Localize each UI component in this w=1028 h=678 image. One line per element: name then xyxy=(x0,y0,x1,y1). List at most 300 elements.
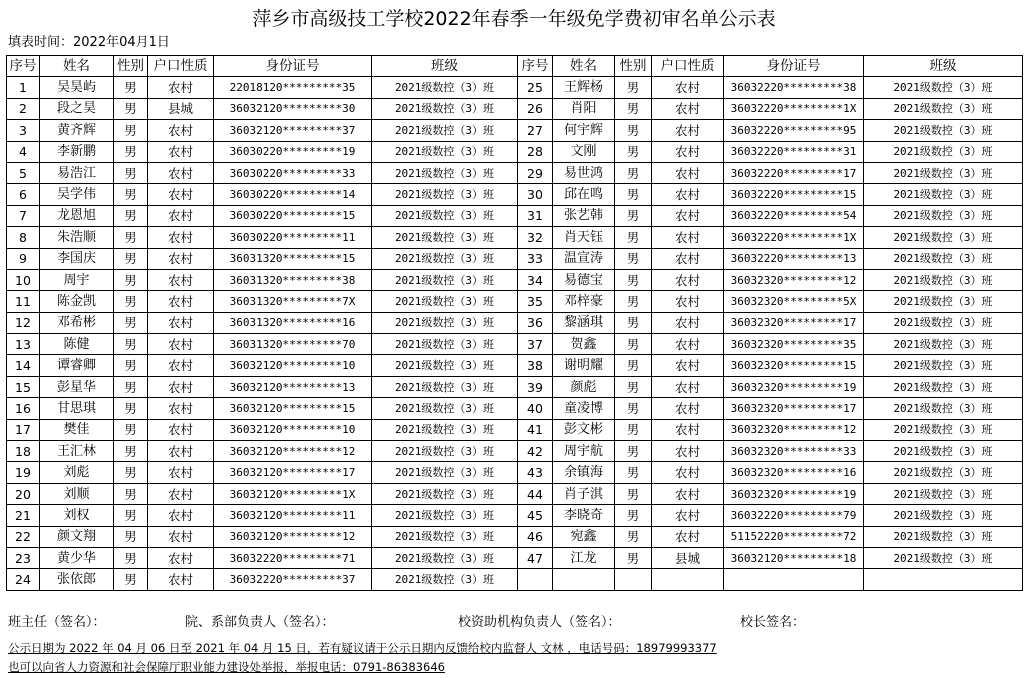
cell-hukou: 县城 xyxy=(652,547,724,568)
cell-name: 谭睿卿 xyxy=(40,355,114,376)
cell-seq: 32 xyxy=(518,227,553,248)
cell-seq: 2 xyxy=(7,98,40,119)
cell-id: 36032320*********16 xyxy=(724,462,864,483)
cell-gender: 男 xyxy=(114,162,148,183)
cell-id: 36032120*********15 xyxy=(214,398,372,419)
cell-gender: 男 xyxy=(615,184,652,205)
table-row xyxy=(7,248,1023,269)
cell-gender: 男 xyxy=(615,120,652,141)
cell-name: 肖天钰 xyxy=(553,227,615,248)
cell-name: 易世鸿 xyxy=(553,162,615,183)
cell-hukou: 农村 xyxy=(652,227,724,248)
cell-cls: 2021级数控（3）班 xyxy=(372,376,518,397)
cell-name: 温宣涛 xyxy=(553,248,615,269)
cell-gender: 男 xyxy=(114,376,148,397)
cell-gender: 男 xyxy=(114,227,148,248)
cell-seq: 23 xyxy=(7,547,40,568)
cell-name: 邓希彬 xyxy=(40,312,114,333)
cell-name: 张艺韩 xyxy=(553,205,615,226)
cell-name: 宛鑫 xyxy=(553,526,615,547)
cell-cls: 2021级数控（3）班 xyxy=(864,291,1023,312)
cell-id: 36032320*********12 xyxy=(724,269,864,290)
cell-seq: 20 xyxy=(7,483,40,504)
header-hukou: 户口性质 xyxy=(652,56,724,77)
table-row xyxy=(7,184,1023,205)
cell-cls: 2021级数控（3）班 xyxy=(372,269,518,290)
cell-hukou: 农村 xyxy=(148,269,214,290)
cell-hukou: 农村 xyxy=(148,376,214,397)
cell-cls: 2021级数控（3）班 xyxy=(864,505,1023,526)
header-seq: 序号 xyxy=(518,56,553,77)
cell-hukou: 农村 xyxy=(652,205,724,226)
cell-name: 朱浩顺 xyxy=(40,227,114,248)
cell-hukou: 农村 xyxy=(148,77,214,98)
cell-cls: 2021级数控（3）班 xyxy=(372,462,518,483)
cell-id: 36032120*********1X xyxy=(214,483,372,504)
notice-report: 也可以向省人力资源和社会保障厅职业能力建设处举报，举报电话：0791-86383646 xyxy=(8,660,445,674)
cell-gender: 男 xyxy=(615,334,652,355)
cell-hukou: 县城 xyxy=(148,98,214,119)
cell-name: 肖阳 xyxy=(553,98,615,119)
cell-gender: 男 xyxy=(114,355,148,376)
cell-hukou: 农村 xyxy=(148,569,214,590)
cell-hukou: 农村 xyxy=(652,334,724,355)
cell-seq: 19 xyxy=(7,462,40,483)
cell-seq: 26 xyxy=(518,98,553,119)
cell-gender: 男 xyxy=(114,569,148,590)
table-row xyxy=(7,205,1023,226)
cell-name: 彭星华 xyxy=(40,376,114,397)
cell-id: 36032320*********17 xyxy=(724,312,864,333)
cell-hukou: 农村 xyxy=(652,77,724,98)
cell-gender: 男 xyxy=(114,334,148,355)
cell-cls: 2021级数控（3）班 xyxy=(372,141,518,162)
cell-seq: 7 xyxy=(7,205,40,226)
header-gender: 性别 xyxy=(114,56,148,77)
cell-id: 36032120*********10 xyxy=(214,355,372,376)
cell-hukou: 农村 xyxy=(148,312,214,333)
cell-seq: 42 xyxy=(518,441,553,462)
cell-name: 贺鑫 xyxy=(553,334,615,355)
cell-id: 51152220*********72 xyxy=(724,526,864,547)
cell-cls: 2021级数控（3）班 xyxy=(372,334,518,355)
cell-seq: 47 xyxy=(518,547,553,568)
table-row xyxy=(7,376,1023,397)
cell-cls: 2021级数控（3）班 xyxy=(372,98,518,119)
header-class: 班级 xyxy=(864,56,1023,77)
cell-cls: 2021级数控（3）班 xyxy=(864,77,1023,98)
cell-name: 周宇 xyxy=(40,269,114,290)
table-row xyxy=(7,77,1023,98)
cell-name: 黎涵琪 xyxy=(553,312,615,333)
cell-name: 邱在鸣 xyxy=(553,184,615,205)
cell-gender: 男 xyxy=(114,120,148,141)
cell-cls: 2021级数控（3）班 xyxy=(372,547,518,568)
cell-name: 吴学伟 xyxy=(40,184,114,205)
cell-seq: 18 xyxy=(7,441,40,462)
cell-gender: 男 xyxy=(615,526,652,547)
cell-hukou: 农村 xyxy=(652,505,724,526)
cell-seq: 16 xyxy=(7,398,40,419)
cell-id: 36032120*********17 xyxy=(214,462,372,483)
cell-seq: 1 xyxy=(7,77,40,98)
cell-name: 陈健 xyxy=(40,334,114,355)
cell-cls: 2021级数控（3）班 xyxy=(864,312,1023,333)
table-row xyxy=(7,398,1023,419)
cell-gender: 男 xyxy=(615,376,652,397)
cell-name: 李晓奇 xyxy=(553,505,615,526)
table-row xyxy=(7,419,1023,440)
principal-signature: 校长签名： xyxy=(740,615,806,630)
fill-date: 填表时间：2022年04月1日 xyxy=(8,35,170,50)
cell-seq: 33 xyxy=(518,248,553,269)
cell-hukou: 农村 xyxy=(652,526,724,547)
aid-officer-signature: 校资助机构负责人（签名）： xyxy=(458,615,621,630)
cell-name: 谢明耀 xyxy=(553,355,615,376)
cell-name: 何宇辉 xyxy=(553,120,615,141)
cell-id: 36032120*********10 xyxy=(214,419,372,440)
department-head-signature: 院、系部负责人（签名）： xyxy=(185,615,335,630)
cell-seq: 30 xyxy=(518,184,553,205)
table-row xyxy=(7,569,1023,590)
cell-id: 36032220*********38 xyxy=(724,77,864,98)
cell-seq: 3 xyxy=(7,120,40,141)
cell-hukou: 农村 xyxy=(148,205,214,226)
cell-cls: 2021级数控（3）班 xyxy=(372,483,518,504)
cell-id: 36032320*********19 xyxy=(724,483,864,504)
table-row xyxy=(7,227,1023,248)
table-row xyxy=(7,355,1023,376)
cell-cls: 2021级数控（3）班 xyxy=(864,98,1023,119)
cell-gender: 男 xyxy=(615,355,652,376)
cell-cls: 2021级数控（3）班 xyxy=(864,141,1023,162)
cell-gender: 男 xyxy=(114,398,148,419)
cell-gender: 男 xyxy=(114,205,148,226)
cell-id: 36030220*********33 xyxy=(214,162,372,183)
roster-table xyxy=(6,55,1023,591)
cell-id: 36032120*********18 xyxy=(724,547,864,568)
cell-gender: 男 xyxy=(114,419,148,440)
notice-period: 公示日期为 2022 年 04 月 06 日至 2021 年 04 月 15 日，若有疑议请于公示日期内反馈给校内监督人 文林 ，电话号码：18979993377 xyxy=(8,641,717,655)
cell-hukou: 农村 xyxy=(148,526,214,547)
cell-id: 36032120*********12 xyxy=(214,526,372,547)
cell-seq: 21 xyxy=(7,505,40,526)
cell-id: 36032320*********33 xyxy=(724,441,864,462)
cell-hukou: 农村 xyxy=(148,462,214,483)
cell-gender: 男 xyxy=(615,205,652,226)
cell-name: 刘彪 xyxy=(40,462,114,483)
cell-id: 36031320*********15 xyxy=(214,248,372,269)
cell-seq: 31 xyxy=(518,205,553,226)
cell-seq: 22 xyxy=(7,526,40,547)
cell-seq: 34 xyxy=(518,269,553,290)
cell-seq: 36 xyxy=(518,312,553,333)
cell-id: 36032120*********30 xyxy=(214,98,372,119)
cell-cls: 2021级数控（3）班 xyxy=(372,120,518,141)
cell-cls: 2021级数控（3）班 xyxy=(864,441,1023,462)
cell-cls: 2021级数控（3）班 xyxy=(864,334,1023,355)
cell-name: 黄齐辉 xyxy=(40,120,114,141)
cell-id: 36031320*********16 xyxy=(214,312,372,333)
cell-id: 36030220*********19 xyxy=(214,141,372,162)
cell-name: 甘思琪 xyxy=(40,398,114,419)
cell-seq: 44 xyxy=(518,483,553,504)
cell-seq: 12 xyxy=(7,312,40,333)
cell-hukou: 农村 xyxy=(652,248,724,269)
cell-hukou: 农村 xyxy=(148,505,214,526)
cell-gender: 男 xyxy=(114,77,148,98)
cell-id: 36032220*********95 xyxy=(724,120,864,141)
cell-gender: 男 xyxy=(615,312,652,333)
cell-name: 刘顺 xyxy=(40,483,114,504)
cell-hukou: 农村 xyxy=(652,120,724,141)
header-id-number: 身份证号 xyxy=(214,56,372,77)
cell-cls: 2021级数控（3）班 xyxy=(372,355,518,376)
cell-hukou: 农村 xyxy=(652,98,724,119)
cell-seq: 8 xyxy=(7,227,40,248)
cell-cls: 2021级数控（3）班 xyxy=(864,184,1023,205)
cell-gender: 男 xyxy=(615,269,652,290)
cell-gender: 男 xyxy=(114,505,148,526)
header-class: 班级 xyxy=(372,56,518,77)
cell-seq: 10 xyxy=(7,269,40,290)
cell-id: 22018120*********35 xyxy=(214,77,372,98)
cell-id: 36031320*********70 xyxy=(214,334,372,355)
cell-gender: 男 xyxy=(615,462,652,483)
cell-gender: 男 xyxy=(615,248,652,269)
cell-seq: 43 xyxy=(518,462,553,483)
cell-hukou: 农村 xyxy=(148,398,214,419)
cell-gender: 男 xyxy=(114,462,148,483)
header-seq: 序号 xyxy=(7,56,40,77)
cell-name: 段之昊 xyxy=(40,98,114,119)
cell-cls: 2021级数控（3）班 xyxy=(864,483,1023,504)
cell-cls: 2021级数控（3）班 xyxy=(372,205,518,226)
cell-id: 36032220*********37 xyxy=(214,569,372,590)
cell-id: 36032320*********5X xyxy=(724,291,864,312)
cell-id: 36032220*********31 xyxy=(724,141,864,162)
cell-id: 36030220*********11 xyxy=(214,227,372,248)
cell-seq: 9 xyxy=(7,248,40,269)
cell-gender: 男 xyxy=(114,98,148,119)
cell-id: 36032320*********15 xyxy=(724,355,864,376)
cell-gender: 男 xyxy=(615,441,652,462)
cell-hukou: 农村 xyxy=(148,248,214,269)
cell-name: 彭文彬 xyxy=(553,419,615,440)
cell-name: 龙恩旭 xyxy=(40,205,114,226)
cell-gender: 男 xyxy=(615,483,652,504)
cell-hukou: 农村 xyxy=(148,483,214,504)
cell-name: 易德宝 xyxy=(553,269,615,290)
cell-seq: 6 xyxy=(7,184,40,205)
cell-cls: 2021级数控（3）班 xyxy=(372,441,518,462)
cell-hukou: 农村 xyxy=(652,312,724,333)
cell-seq: 40 xyxy=(518,398,553,419)
cell-gender: 男 xyxy=(615,505,652,526)
cell-seq xyxy=(518,569,553,590)
cell-id: 36032120*********12 xyxy=(214,441,372,462)
table-row xyxy=(7,269,1023,290)
cell-cls: 2021级数控（3）班 xyxy=(372,162,518,183)
table-row xyxy=(7,462,1023,483)
cell-gender: 男 xyxy=(615,419,652,440)
cell-id: 36032220*********15 xyxy=(724,184,864,205)
table-row xyxy=(7,120,1023,141)
cell-gender: 男 xyxy=(615,141,652,162)
cell-id: 36031320*********7X xyxy=(214,291,372,312)
cell-hukou: 农村 xyxy=(652,184,724,205)
cell-seq: 14 xyxy=(7,355,40,376)
table-row xyxy=(7,547,1023,568)
cell-cls: 2021级数控（3）班 xyxy=(372,248,518,269)
cell-seq: 24 xyxy=(7,569,40,590)
cell-cls xyxy=(864,569,1023,590)
cell-gender: 男 xyxy=(114,248,148,269)
cell-seq: 15 xyxy=(7,376,40,397)
table-row xyxy=(7,98,1023,119)
cell-hukou: 农村 xyxy=(148,419,214,440)
cell-name: 易浩江 xyxy=(40,162,114,183)
cell-cls: 2021级数控（3）班 xyxy=(372,526,518,547)
cell-id: 36032320*********35 xyxy=(724,334,864,355)
cell-id: 36032220*********1X xyxy=(724,227,864,248)
cell-cls: 2021级数控（3）班 xyxy=(864,269,1023,290)
cell-id: 36032120*********13 xyxy=(214,376,372,397)
cell-name: 王汇林 xyxy=(40,441,114,462)
cell-name: 李新鹏 xyxy=(40,141,114,162)
cell-seq: 29 xyxy=(518,162,553,183)
page-title: 萍乡市高级技工学校2022年春季一年级免学费初审名单公示表 xyxy=(252,8,776,30)
cell-gender: 男 xyxy=(114,184,148,205)
cell-id: 36032120*********11 xyxy=(214,505,372,526)
cell-gender: 男 xyxy=(615,547,652,568)
cell-name: 吴昊屿 xyxy=(40,77,114,98)
cell-seq: 5 xyxy=(7,162,40,183)
cell-cls: 2021级数控（3）班 xyxy=(372,419,518,440)
cell-id: 36032320*********12 xyxy=(724,419,864,440)
cell-cls: 2021级数控（3）班 xyxy=(372,569,518,590)
cell-gender: 男 xyxy=(114,526,148,547)
cell-hukou: 农村 xyxy=(652,355,724,376)
cell-id: 36031320*********38 xyxy=(214,269,372,290)
cell-gender: 男 xyxy=(114,483,148,504)
cell-cls: 2021级数控（3）班 xyxy=(864,120,1023,141)
cell-cls: 2021级数控（3）班 xyxy=(864,248,1023,269)
header-name: 姓名 xyxy=(553,56,615,77)
cell-cls: 2021级数控（3）班 xyxy=(864,419,1023,440)
cell-hukou: 农村 xyxy=(652,269,724,290)
cell-name: 余镇海 xyxy=(553,462,615,483)
cell-id: 36032220*********54 xyxy=(724,205,864,226)
cell-cls: 2021级数控（3）班 xyxy=(372,505,518,526)
cell-id: 36030220*********14 xyxy=(214,184,372,205)
table-row xyxy=(7,291,1023,312)
cell-name: 童凌博 xyxy=(553,398,615,419)
cell-seq: 13 xyxy=(7,334,40,355)
cell-hukou: 农村 xyxy=(148,120,214,141)
cell-gender: 男 xyxy=(114,441,148,462)
cell-cls: 2021级数控（3）班 xyxy=(864,462,1023,483)
cell-name: 周宇航 xyxy=(553,441,615,462)
cell-id: 36032320*********19 xyxy=(724,376,864,397)
cell-gender: 男 xyxy=(114,547,148,568)
header-name: 姓名 xyxy=(40,56,114,77)
cell-seq: 45 xyxy=(518,505,553,526)
cell-hukou: 农村 xyxy=(148,291,214,312)
cell-seq: 27 xyxy=(518,120,553,141)
class-teacher-signature: 班主任（签名）： xyxy=(8,615,106,630)
cell-name: 江龙 xyxy=(553,547,615,568)
cell-name: 颜文翔 xyxy=(40,526,114,547)
cell-id: 36032220*********1X xyxy=(724,98,864,119)
cell-gender: 男 xyxy=(114,141,148,162)
cell-cls: 2021级数控（3）班 xyxy=(864,227,1023,248)
cell-gender: 男 xyxy=(114,269,148,290)
cell-cls: 2021级数控（3）班 xyxy=(372,227,518,248)
cell-hukou: 农村 xyxy=(652,141,724,162)
cell-cls: 2021级数控（3）班 xyxy=(864,398,1023,419)
cell-hukou: 农村 xyxy=(148,184,214,205)
cell-seq: 46 xyxy=(518,526,553,547)
cell-hukou xyxy=(652,569,724,590)
cell-gender: 男 xyxy=(615,291,652,312)
cell-hukou: 农村 xyxy=(652,462,724,483)
cell-cls: 2021级数控（3）班 xyxy=(864,547,1023,568)
cell-id: 36032220*********13 xyxy=(724,248,864,269)
table-row xyxy=(7,483,1023,504)
cell-gender: 男 xyxy=(114,312,148,333)
cell-hukou: 农村 xyxy=(652,162,724,183)
cell-gender: 男 xyxy=(114,291,148,312)
cell-name: 樊佳 xyxy=(40,419,114,440)
cell-cls: 2021级数控（3）班 xyxy=(372,184,518,205)
cell-hukou: 农村 xyxy=(148,441,214,462)
cell-cls: 2021级数控（3）班 xyxy=(864,205,1023,226)
cell-hukou: 农村 xyxy=(652,441,724,462)
cell-id: 36032120*********37 xyxy=(214,120,372,141)
cell-seq: 4 xyxy=(7,141,40,162)
table-row xyxy=(7,334,1023,355)
cell-cls: 2021级数控（3）班 xyxy=(864,526,1023,547)
cell-cls: 2021级数控（3）班 xyxy=(372,291,518,312)
header-gender: 性别 xyxy=(615,56,652,77)
cell-id: 36030220*********15 xyxy=(214,205,372,226)
cell-id xyxy=(724,569,864,590)
header-row xyxy=(7,56,1023,77)
cell-gender: 男 xyxy=(615,162,652,183)
cell-name: 邓梓豪 xyxy=(553,291,615,312)
cell-cls: 2021级数控（3）班 xyxy=(864,376,1023,397)
cell-hukou: 农村 xyxy=(652,376,724,397)
cell-name: 王辉杨 xyxy=(553,77,615,98)
cell-gender: 男 xyxy=(615,98,652,119)
cell-seq: 17 xyxy=(7,419,40,440)
cell-seq: 39 xyxy=(518,376,553,397)
cell-id: 36032220*********71 xyxy=(214,547,372,568)
cell-seq: 38 xyxy=(518,355,553,376)
cell-id: 36032220*********17 xyxy=(724,162,864,183)
cell-cls: 2021级数控（3）班 xyxy=(372,77,518,98)
cell-hukou: 农村 xyxy=(148,141,214,162)
header-id-number: 身份证号 xyxy=(724,56,864,77)
table-row xyxy=(7,441,1023,462)
cell-gender xyxy=(615,569,652,590)
cell-seq: 11 xyxy=(7,291,40,312)
cell-seq: 25 xyxy=(518,77,553,98)
cell-hukou: 农村 xyxy=(148,355,214,376)
cell-name: 肖子淇 xyxy=(553,483,615,504)
cell-gender: 男 xyxy=(615,227,652,248)
